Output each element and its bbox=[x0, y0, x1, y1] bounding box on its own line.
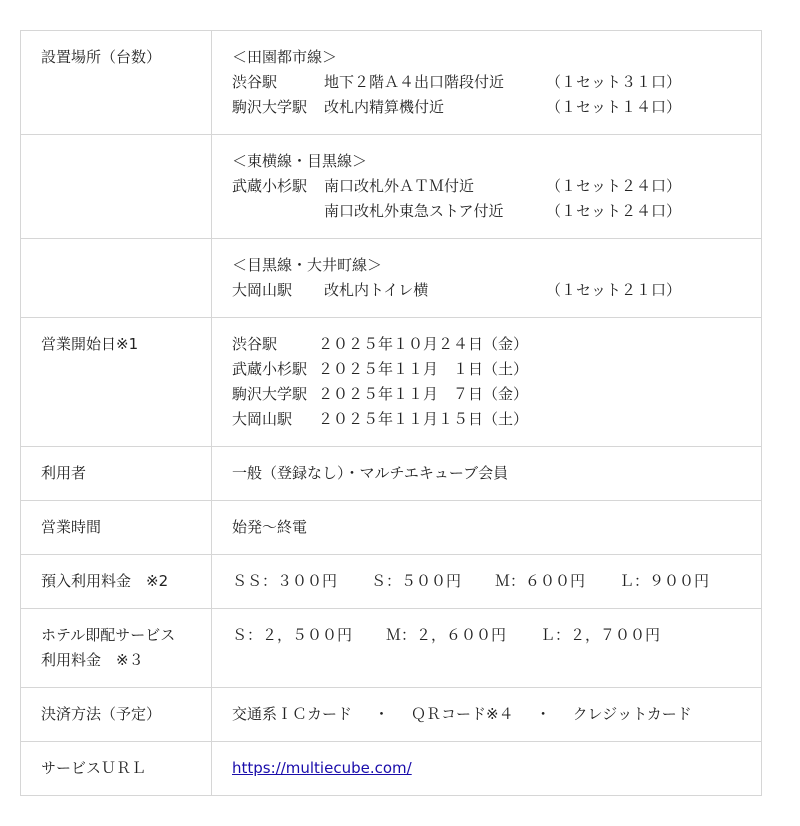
fee-ss: ＳＳ：３００円 bbox=[232, 572, 338, 590]
location-place: 地下２階Ａ４出口階段付近 bbox=[324, 73, 505, 91]
hours-label: 営業時間 bbox=[21, 501, 212, 555]
open-date-entry bbox=[232, 382, 741, 407]
station-name: 駒沢大学駅 bbox=[232, 385, 308, 403]
station-name: 渋谷駅 bbox=[232, 73, 278, 91]
location-entry bbox=[232, 174, 741, 199]
hours-value: 始発～終電 bbox=[212, 501, 762, 555]
location-place: 南口改札外ＡＴＭ付近 bbox=[324, 177, 475, 195]
hotel-fee-values bbox=[212, 609, 762, 688]
open-date-entry bbox=[232, 357, 741, 382]
open-date: ２０２５年１０月２４日（金） bbox=[318, 335, 529, 353]
station-name: 渋谷駅 bbox=[232, 335, 278, 353]
locker-count: （１セット１４口） bbox=[546, 98, 682, 116]
hotel-fee-s: Ｓ：２，５００円 bbox=[232, 626, 353, 644]
open-date-values bbox=[212, 318, 762, 447]
location-group-3 bbox=[212, 239, 762, 318]
open-date-entry bbox=[232, 407, 741, 432]
table-row bbox=[21, 135, 762, 239]
storage-fee-values bbox=[212, 555, 762, 609]
open-date: ２０２５年１１月１５日（土） bbox=[318, 410, 529, 428]
payment-qr-code: ＱＲコード※４ bbox=[411, 705, 514, 723]
locker-count: （１セット３１口） bbox=[546, 73, 682, 91]
station-name: 大岡山駅 bbox=[232, 281, 293, 299]
table-row bbox=[21, 742, 762, 796]
location-entry bbox=[232, 199, 741, 224]
open-date-entry bbox=[232, 332, 741, 357]
table-row bbox=[21, 239, 762, 318]
location-entry bbox=[232, 70, 741, 95]
table-row bbox=[21, 318, 762, 447]
location-group-2 bbox=[212, 135, 762, 239]
separator-dot: ・ bbox=[535, 705, 551, 723]
payment-label: 決済方法（予定） bbox=[21, 688, 212, 742]
location-entry bbox=[232, 95, 741, 120]
url-value bbox=[212, 742, 762, 796]
location-place: 南口改札外東急ストア付近 bbox=[324, 202, 504, 220]
location-place: 改札内トイレ横 bbox=[324, 281, 429, 299]
table-row bbox=[21, 31, 762, 135]
storage-fee-label: 預入利用料金 ※2 bbox=[21, 555, 212, 609]
payment-values bbox=[212, 688, 762, 742]
station-name: 駒沢大学駅 bbox=[232, 98, 308, 116]
line-name: ＜目黒線・大井町線＞ bbox=[232, 256, 383, 274]
hotel-fee-m: Ｍ：２，６００円 bbox=[386, 626, 507, 644]
hotel-fee-label-line2: 利用料金 ※３ bbox=[41, 651, 144, 669]
station-name: 武蔵小杉駅 bbox=[232, 360, 308, 378]
location-group-1 bbox=[212, 31, 762, 135]
table-row bbox=[21, 688, 762, 742]
table-row bbox=[21, 501, 762, 555]
table-row bbox=[21, 609, 762, 688]
service-info-table bbox=[20, 30, 762, 796]
location-label: 設置場所（台数） bbox=[21, 31, 212, 135]
users-label: 利用者 bbox=[21, 447, 212, 501]
empty-label bbox=[21, 239, 212, 318]
location-entry bbox=[232, 278, 741, 303]
table-row bbox=[21, 447, 762, 501]
users-value: 一般（登録なし）・マルチエキューブ会員 bbox=[212, 447, 762, 501]
fee-s: Ｓ：５００円 bbox=[371, 572, 462, 590]
locker-count: （１セット２４口） bbox=[546, 177, 682, 195]
table-row bbox=[21, 555, 762, 609]
open-date: ２０２５年１１月 １日（土） bbox=[318, 360, 529, 378]
service-url-link[interactable]: https://multiecube.com/ bbox=[232, 759, 412, 777]
station-name: 武蔵小杉駅 bbox=[232, 177, 308, 195]
open-date: ２０２５年１１月 ７日（金） bbox=[318, 385, 529, 403]
payment-credit-card: クレジットカード bbox=[572, 705, 692, 723]
separator-dot: ・ bbox=[374, 705, 390, 723]
fee-l: Ｌ：９００円 bbox=[619, 572, 710, 590]
line-name: ＜東横線・目黒線＞ bbox=[232, 152, 368, 170]
hotel-fee-label bbox=[21, 609, 212, 688]
line-name: ＜田園都市線＞ bbox=[232, 48, 338, 66]
url-label: サービスＵＲＬ bbox=[21, 742, 212, 796]
location-place: 改札内精算機付近 bbox=[324, 98, 445, 116]
payment-ic-card: 交通系ＩＣカード bbox=[232, 705, 353, 723]
empty-label bbox=[21, 135, 212, 239]
hotel-fee-l: Ｌ：２，７００円 bbox=[540, 626, 661, 644]
hotel-fee-label-line1: ホテル即配サービス bbox=[41, 626, 176, 644]
open-date-label: 営業開始日※1 bbox=[21, 318, 212, 447]
locker-count: （１セット２１口） bbox=[546, 281, 682, 299]
station-name: 大岡山駅 bbox=[232, 410, 293, 428]
fee-m: Ｍ：６００円 bbox=[495, 572, 586, 590]
locker-count: （１セット２４口） bbox=[546, 202, 682, 220]
